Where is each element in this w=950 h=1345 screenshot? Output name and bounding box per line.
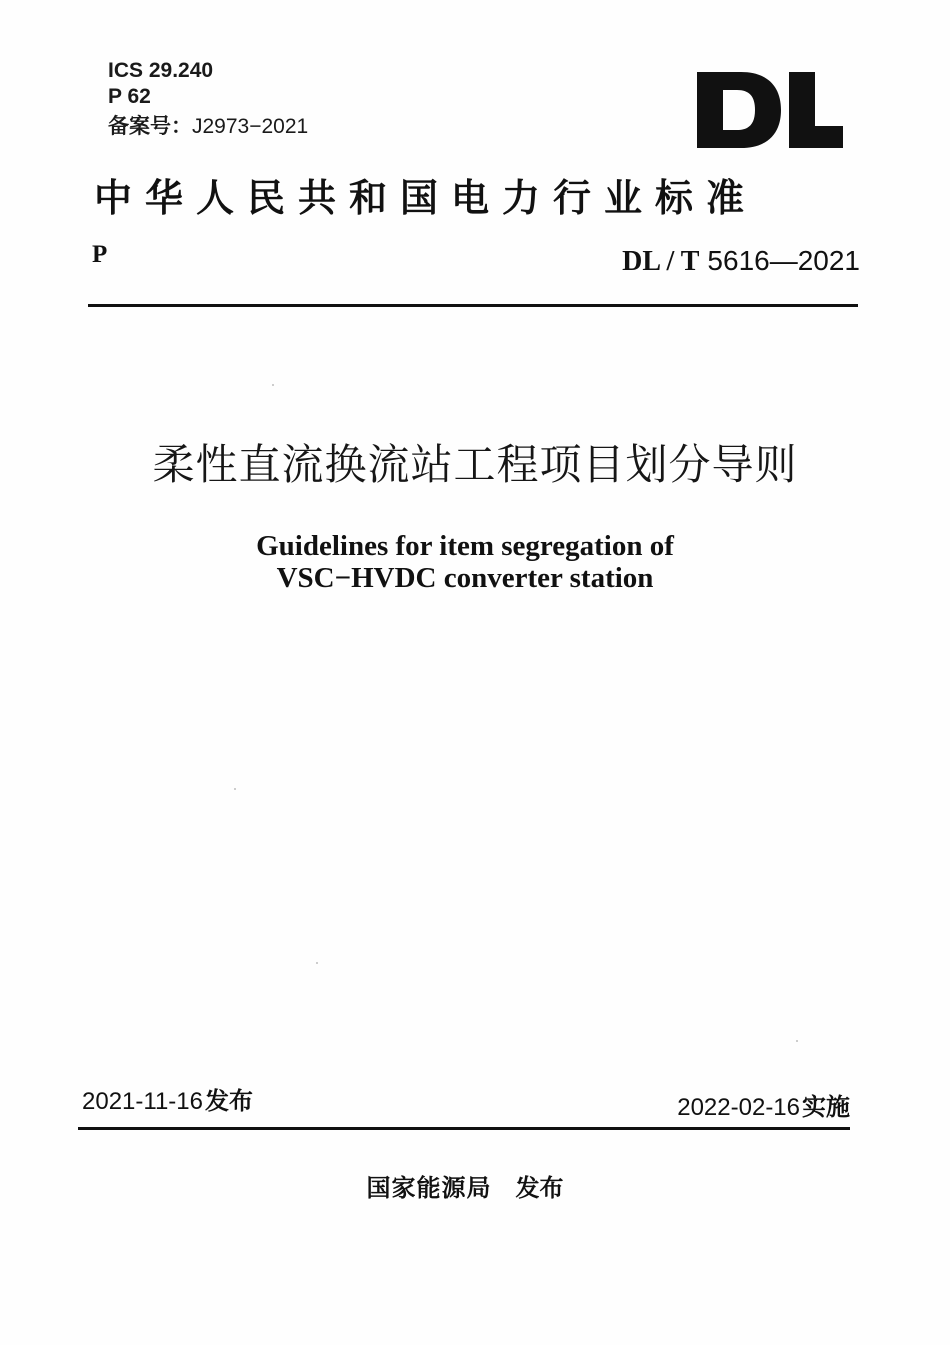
implementation-date bbox=[677, 1092, 850, 1123]
english-title bbox=[0, 530, 930, 594]
dl-logo bbox=[695, 70, 845, 150]
scan-speck bbox=[234, 788, 236, 790]
header-rule bbox=[88, 304, 858, 307]
issue-date-word: 发布 bbox=[204, 1087, 253, 1115]
scan-speck bbox=[796, 1040, 798, 1042]
standard-heading: 中华人民共和国电力行业标准 bbox=[94, 175, 758, 220]
classification-code: P 62 bbox=[108, 85, 151, 108]
dl-logo-mark bbox=[695, 70, 845, 150]
standard-num: 5616—2021 bbox=[707, 245, 860, 276]
ccs-letter: P bbox=[92, 241, 108, 268]
issue-date bbox=[82, 1086, 253, 1117]
implementation-date-word: 实施 bbox=[802, 1093, 850, 1121]
record-number-label: 备案号： bbox=[108, 115, 192, 138]
scan-speck bbox=[272, 384, 274, 386]
implementation-date-value: 2022-02-16 bbox=[677, 1094, 800, 1121]
record-number-value: J2973−2021 bbox=[192, 115, 309, 138]
publisher bbox=[0, 1172, 930, 1204]
publisher-action: 发布 bbox=[515, 1174, 564, 1202]
issue-date-value: 2021-11-16 bbox=[82, 1088, 203, 1115]
footer-rule bbox=[78, 1127, 850, 1130]
ics-code: ICS 29.240 bbox=[108, 59, 214, 82]
record-number bbox=[108, 114, 308, 140]
chinese-title: 柔性直流换流站工程项目划分导则 bbox=[152, 440, 798, 489]
scan-speck bbox=[316, 962, 318, 964]
standard-number bbox=[622, 244, 860, 279]
english-title-line-2: VSC−HVDC converter station bbox=[276, 562, 654, 594]
publisher-name: 国家能源局 bbox=[366, 1173, 492, 1202]
english-title-line-1: Guidelines for item segregation of bbox=[256, 530, 674, 562]
standard-code: DL / T bbox=[622, 246, 700, 277]
